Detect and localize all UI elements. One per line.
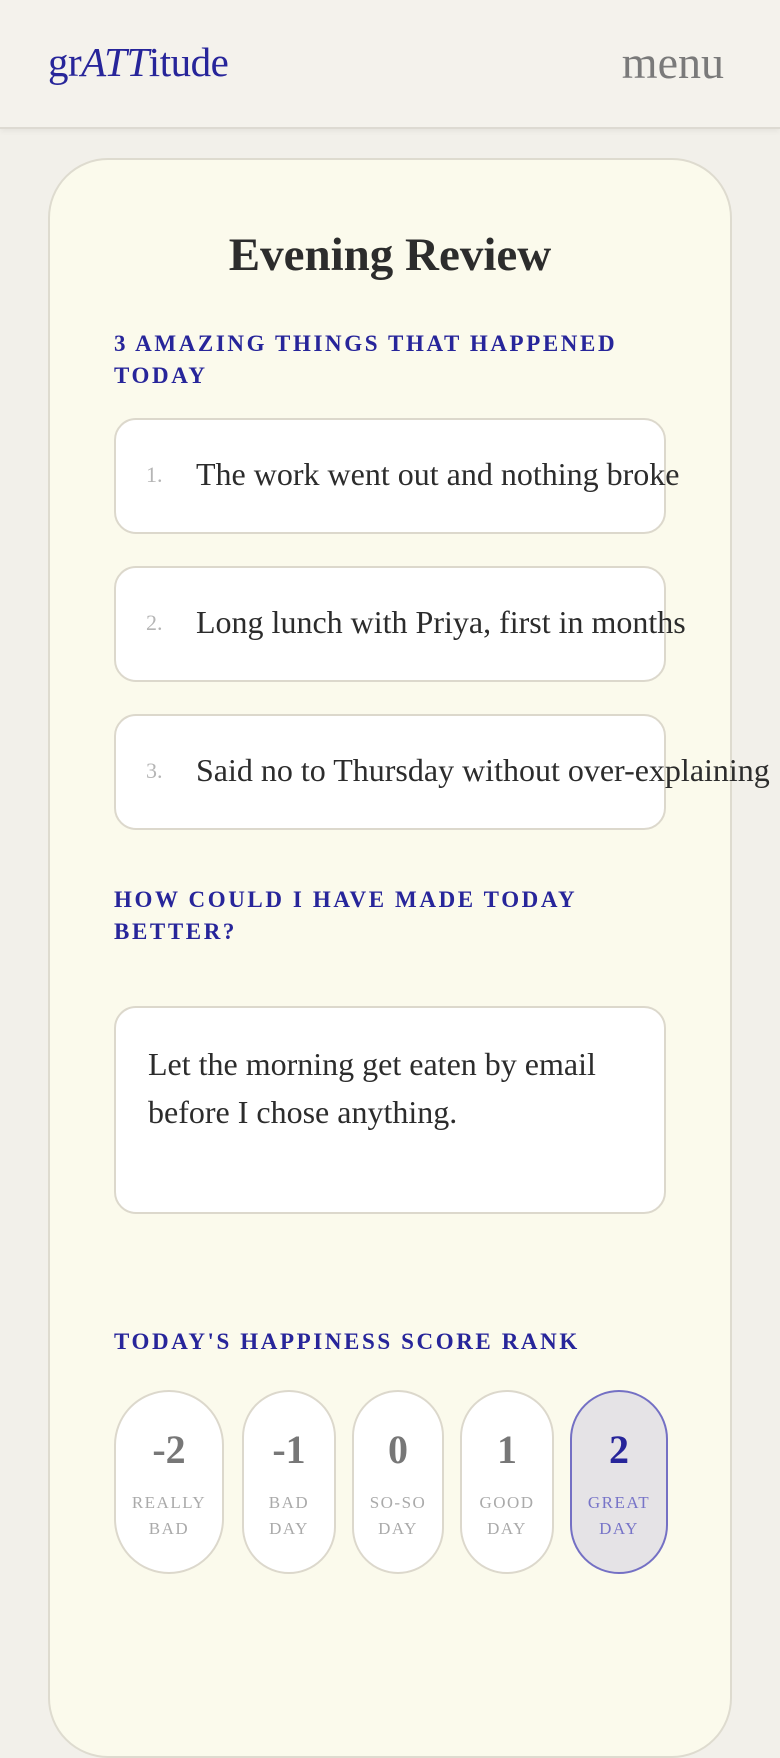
score-value: -2 bbox=[152, 1427, 186, 1472]
item-text: Long lunch with Priya, first in months bbox=[196, 604, 686, 640]
score-caption: GREAT DAY bbox=[587, 1493, 651, 1538]
score-option-so-so-day[interactable] bbox=[352, 1390, 444, 1574]
page-title: Evening Review bbox=[228, 229, 552, 281]
improvement-label: HOW COULD I HAVE MADE TODAY BETTER? bbox=[114, 887, 577, 944]
improvement-text: Let the morning get eaten by email before I chose anything. bbox=[148, 1046, 596, 1130]
score-value: -1 bbox=[272, 1427, 306, 1472]
app-logo[interactable] bbox=[48, 38, 228, 86]
score-option-bad-day[interactable] bbox=[242, 1390, 336, 1574]
item-number: 1. bbox=[146, 462, 163, 487]
score-caption: GOOD DAY bbox=[479, 1493, 535, 1538]
amazing-thing-input-3[interactable] bbox=[114, 714, 770, 830]
logo-suffix: itude bbox=[148, 39, 229, 85]
happiness-score-label: TODAY'S HAPPINESS SCORE RANK bbox=[114, 1329, 580, 1354]
score-option-really-bad[interactable] bbox=[114, 1390, 224, 1574]
score-value: 1 bbox=[497, 1427, 517, 1472]
amazing-thing-input-2[interactable] bbox=[114, 566, 686, 682]
score-caption: SO-SO DAY bbox=[369, 1493, 427, 1538]
improvement-textarea[interactable] bbox=[114, 1006, 666, 1214]
item-number: 2. bbox=[146, 610, 163, 635]
item-text: Said no to Thursday without over-explaining bbox=[196, 752, 770, 788]
score-option-good-day[interactable] bbox=[460, 1390, 554, 1574]
menu-button[interactable]: menu bbox=[621, 37, 724, 88]
item-text: The work went out and nothing broke bbox=[196, 456, 680, 492]
item-number: 3. bbox=[146, 758, 163, 783]
score-caption: REALLY BAD bbox=[131, 1493, 207, 1538]
app-header bbox=[0, 0, 780, 129]
evening-review-card bbox=[48, 158, 770, 1758]
amazing-things-label: 3 AMAZING THINGS THAT HAPPENED TODAY bbox=[114, 331, 618, 388]
score-caption: BAD DAY bbox=[268, 1493, 310, 1538]
score-option-great-day[interactable] bbox=[570, 1390, 668, 1574]
logo-emphasis: ATT bbox=[81, 39, 149, 85]
amazing-thing-input-1[interactable] bbox=[114, 418, 680, 534]
score-value: 2 bbox=[609, 1427, 629, 1472]
logo-prefix: gr bbox=[48, 39, 82, 85]
score-value: 0 bbox=[388, 1427, 408, 1472]
